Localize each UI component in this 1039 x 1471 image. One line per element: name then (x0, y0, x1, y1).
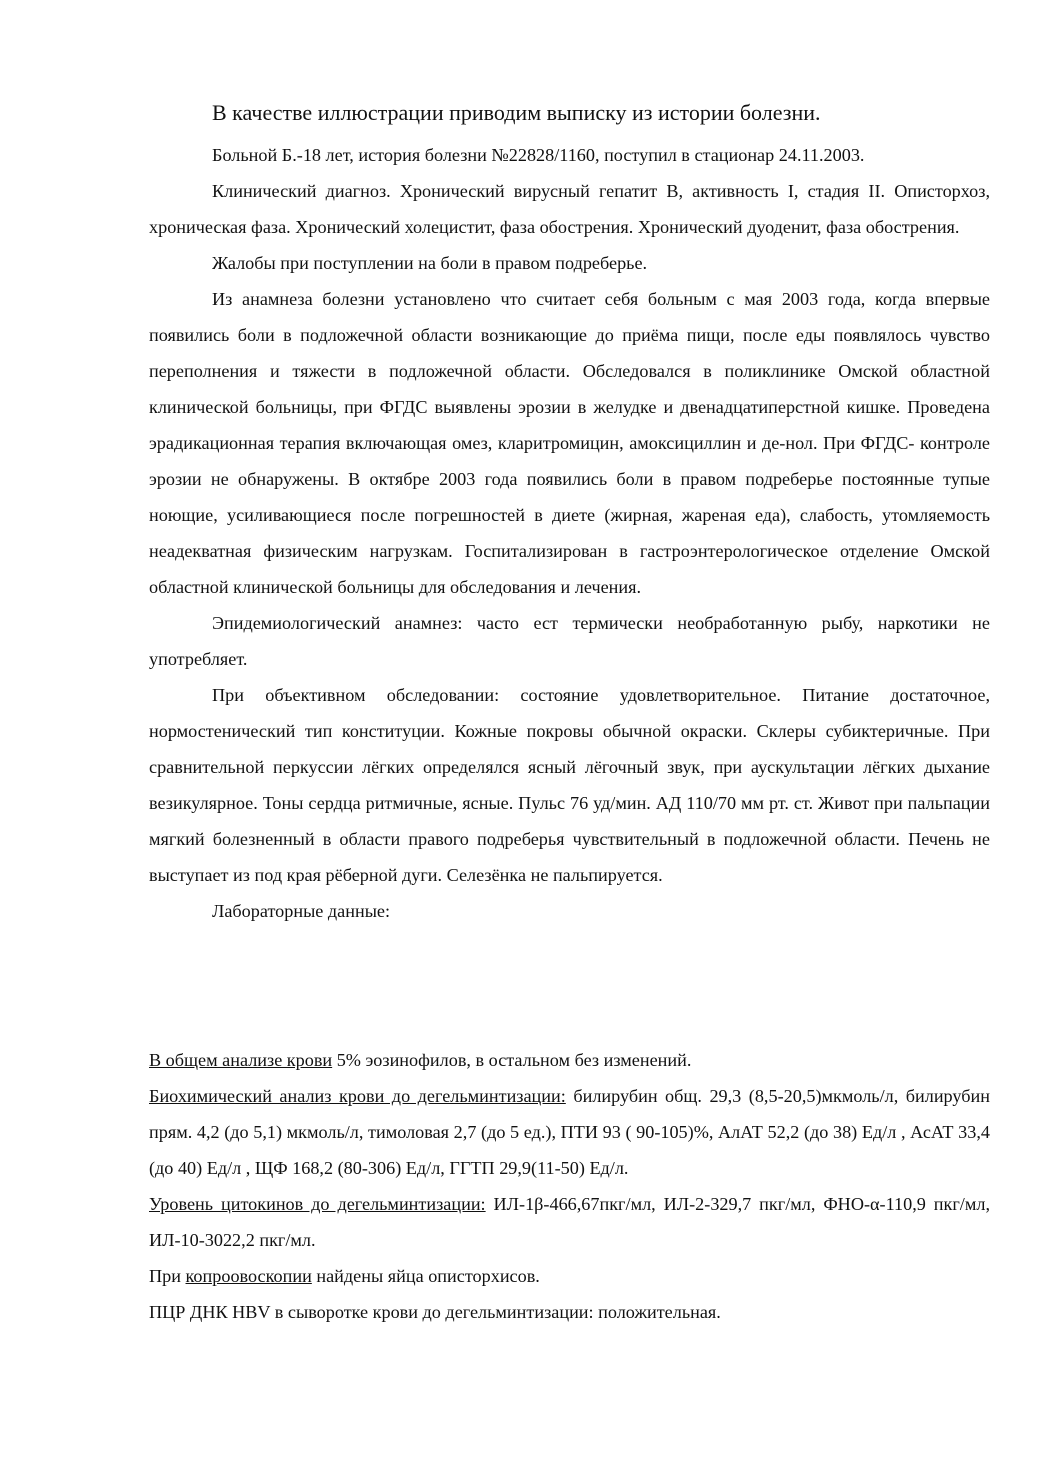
cytokine-text: ИЛ-1β-466,67пкг/мл, ИЛ-2-329,7 пкг/мл, ФНО-α-110,9 пкг/мл, ИЛ-10-3022,2 пкг/мл. (149, 1194, 990, 1250)
diagnosis-paragraph: Клинический диагноз. Хронический вирусный гепатит В, активность I, стадия II. Описторхоз, хроническая фаза. Хронический холецистит, фаза обострения. Хронический дуоденит, фаза обострения. (149, 181, 990, 237)
lab-results (149, 1042, 990, 1330)
page-title: В качестве иллюстрации приводим выписку из истории болезни. (212, 100, 821, 125)
patient-info-paragraph: Больной Б.-18 лет, история болезни №22828/1160, поступил в стационар 24.11.2003. (212, 145, 865, 165)
epidemiology-paragraph: Эпидемиологический анамнез: часто ест термически необработанную рыбу, наркотики не употребляет. (149, 613, 990, 669)
case-history-body (149, 137, 990, 929)
cytokine-paragraph (149, 1186, 990, 1258)
cbc-text: 5% эозинофилов, в остальном без изменений. (332, 1050, 692, 1070)
copro-label: копроовоскопии (185, 1266, 312, 1286)
lab-heading: Лабораторные данные: (212, 901, 391, 921)
biochem-text: билирубин общ. 29,3 (8,5-20,5)мкмоль/л, билирубин прям. 4,2 (до 5,1) мкмоль/л, тимоловая 2,7 (до 5 ед.), ПТИ 93 ( 90-105)%, АлАТ 52,2 (до 38) Ед/л , АсАТ 33,4 (до 40) Ед/л , ЩФ 168,2 (80-306) Ед/л, ГГТП 29,9(11-50) Ед/л. (149, 1086, 990, 1178)
biochem-paragraph (149, 1078, 990, 1186)
copro-line (149, 1258, 990, 1294)
cbc-line (149, 1042, 990, 1078)
complaints-paragraph: Жалобы при поступлении на боли в правом подреберье. (212, 253, 648, 273)
pcr-line: ПЦР ДНК HBV в сыворотке крови до дегельминтизации: положительная. (149, 1302, 721, 1322)
cytokine-label: Уровень цитокинов до дегельминтизации: (149, 1194, 486, 1214)
cbc-label: В общем анализе крови (149, 1050, 333, 1070)
copro-prefix: При (149, 1266, 186, 1286)
anamnesis-paragraph: Из анамнеза болезни установлено что считает себя больным с мая 2003 года, когда впервые появились боли в подложечной области возникающие до приёма пищи, после еды появлялось чувство переполнения и тяжести в подложечной области. Обследовался в поликлинике Омской областной клинической больницы, при ФГДС выявлены эрозии в желудке и двенадцатиперстной кишке. Проведена эрадикационная терапия включающая омез, кларитромицин, амоксициллин и де-нол. При ФГДС- контроле эрозии не обнаружены. В октябре 2003 года появились боли в правом подреберье постоянные тупые ноющие, усиливающиеся после погрешностей в диете (жирная, жареная еда), слабость, утомляемость неадекватная физическим нагрузкам. Госпитализирован в гастроэнтерологическое отделение Омской областной клинической больницы для обследования и лечения. (149, 289, 990, 597)
examination-paragraph: При объективном обследовании: состояние удовлетворительное. Питание достаточное, нормостенический тип конституции. Кожные покровы обычной окраски. Склеры субиктеричные. При сравнительной перкуссии лёгких определялся ясный лёгочный звук, при аускультации лёгких дыхание везикулярное. Тоны сердца ритмичные, ясные. Пульс 76 уд/мин. АД 110/70 мм рт. ст. Живот при пальпации мягкий болезненный в области правого подреберья чувствительный в подложечной области. Печень не выступает из под края рёберной дуги. Селезёнка не пальпируется. (149, 685, 990, 885)
biochem-label: Биохимический анализ крови до дегельминтизации: (149, 1086, 566, 1106)
copro-text: найдены яйца описторхисов. (311, 1266, 540, 1286)
